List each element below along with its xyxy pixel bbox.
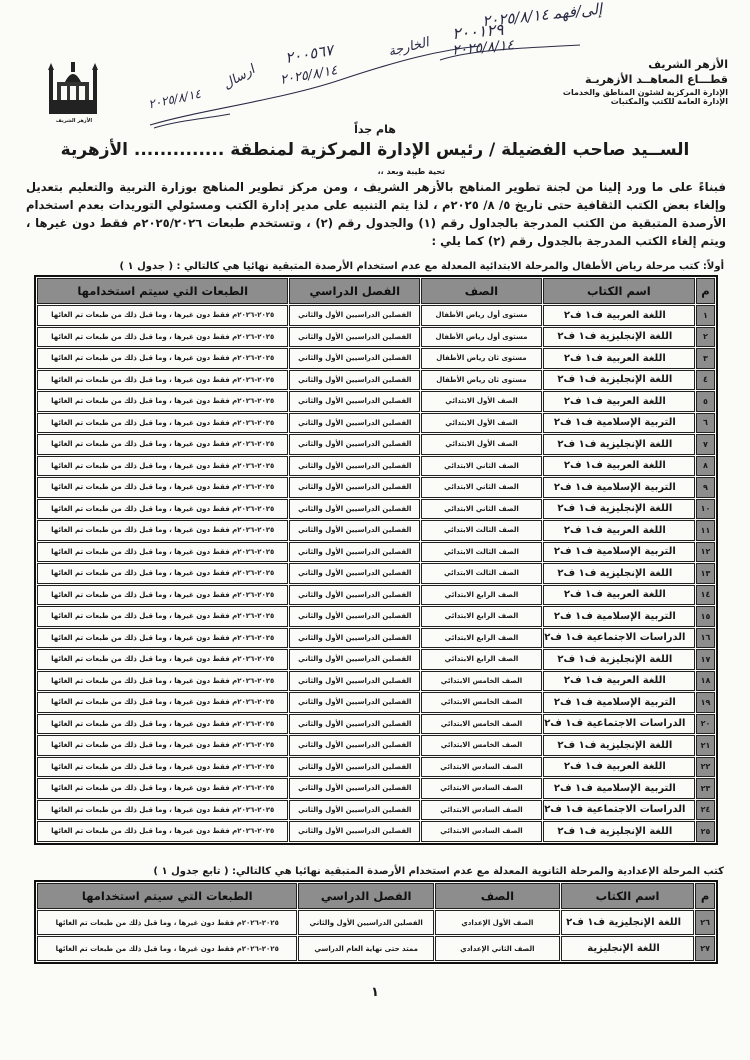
row-number: ٢ xyxy=(696,327,715,348)
header-term: الفصل الدراسي xyxy=(298,883,433,909)
editions-note: ٢٠٢٥-٢٠٢٦م فقط دون غيرها ، وما قبل ذلك من طبعات تم الغائها xyxy=(37,800,288,821)
table-row xyxy=(37,778,715,799)
editions-note: ٢٠٢٥-٢٠٢٦م فقط دون غيرها ، وما قبل ذلك من طبعات تم الغائها xyxy=(37,434,288,455)
grade-level: الصف الرابع الابتدائي xyxy=(421,606,542,627)
grade-level: الصف الثاني الإعدادي xyxy=(435,936,560,961)
school-term: الفصلين الدراسيين الأول والثاني xyxy=(289,585,420,606)
grade-level: الصف الثالث الابتدائي xyxy=(421,563,542,584)
grade-level: الصف الخامس الابتدائي xyxy=(421,735,542,756)
editions-note: ٢٠٢٥-٢٠٢٦م فقط دون غيرها ، وما قبل ذلك من طبعات تم الغائها xyxy=(37,692,288,713)
grade-level: الصف الأول الابتدائي xyxy=(421,391,542,412)
editions-note: ٢٠٢٥-٢٠٢٦م فقط دون غيرها ، وما قبل ذلك من طبعات تم الغائها xyxy=(37,757,288,778)
book-name: اللغة العربية ف١ ف٢ xyxy=(543,391,695,412)
table-row xyxy=(37,936,715,961)
handwritten-note: ﺍﺭﺳﺎل xyxy=(220,62,258,93)
grade-level: الصف السادس الابتدائي xyxy=(421,757,542,778)
azhar-emblem-icon xyxy=(45,60,101,118)
grade-level: الصف الأول الابتدائي xyxy=(421,434,542,455)
grade-level: الصف الرابع الابتدائي xyxy=(421,585,542,606)
book-name: الدراسات الاجتماعية ف١ ف٢ xyxy=(543,628,695,649)
grade-level: الصف الخامس الابتدائي xyxy=(421,671,542,692)
body-paragraph: فبناءً على ما ورد إلينا من لجنة تطوير المناهج بالأزهر الشريف ، ومن مركز تطوير المناهج بوزارة التربية والتعليم بتعديل وإلغاء بعض الكتب الثقافية حتى تاريخ ٥/ ٨/ ٢٠٢٥م ، لذا يتم التنبيه على مدير إدارة الكتب ومسئولي التوريدات بعدم استخدام الأرصدة المتبقية من الكتب المدرجة بالجداول رقم (١) والجدول رقم (٢) ، وتستخدم طبعات ٢٠٢٥/٢٠٢٦م فقط دون غيرها ، ويتم إلغاء الكتب المدرجة بالجدول رقم (٢) كما يلي : xyxy=(26,180,726,248)
book-name: اللغة العربية ف١ ف٢ xyxy=(543,348,695,369)
editions-note: ٢٠٢٥-٢٠٢٦م فقط دون غيرها ، وما قبل ذلك من طبعات تم الغائها xyxy=(37,456,288,477)
book-name: اللغة العربية ف١ ف٢ xyxy=(543,456,695,477)
table-row xyxy=(37,413,715,434)
table-row xyxy=(37,671,715,692)
row-number: ٤ xyxy=(696,370,715,391)
books-table xyxy=(34,275,718,845)
handwritten-note: ﺇلى/ﻓﻬﻤ ٢٠٢٥/٨/١٤ xyxy=(481,0,603,31)
school-term: الفصلين الدراسيين الأول والثاني xyxy=(289,327,420,348)
row-number: ٢١ xyxy=(696,735,715,756)
book-name: الدراسات الاجتماعية ف١ ف٢ xyxy=(543,800,695,821)
book-name: التربية الإسلامية ف١ ف٢ xyxy=(543,477,695,498)
header-editions: الطبعات التي سيتم استخدامها xyxy=(37,278,288,304)
table-row xyxy=(37,327,715,348)
letterhead xyxy=(538,58,728,106)
book-name: اللغة الإنجليزية ف١ ف٢ xyxy=(543,735,695,756)
editions-note: ٢٠٢٥-٢٠٢٦م فقط دون غيرها ، وما قبل ذلك من طبعات تم الغائها xyxy=(37,606,288,627)
book-name: اللغة الإنجليزية ف١ ف٢ xyxy=(543,499,695,520)
editions-note: ٢٠٢٥-٢٠٢٦م فقط دون غيرها ، وما قبل ذلك من طبعات تم الغائها xyxy=(37,391,288,412)
handwritten-note: ٢٠٢٥/٨/١٤ xyxy=(451,37,515,59)
row-number: ٢٦ xyxy=(695,910,715,935)
grade-level: الصف الثالث الابتدائي xyxy=(421,520,542,541)
school-term: الفصلين الدراسيين الأول والثاني xyxy=(289,413,420,434)
school-term: الفصلين الدراسيين الأول والثاني xyxy=(289,305,420,326)
row-number: ٦ xyxy=(696,413,715,434)
table-header-row xyxy=(37,278,715,304)
school-term: ممتد حتى نهاية العام الدراسي xyxy=(298,936,433,961)
book-name: التربية الإسلامية ف١ ف٢ xyxy=(543,778,695,799)
table-row xyxy=(37,434,715,455)
editions-note: ٢٠٢٥-٢٠٢٦م فقط دون غيرها ، وما قبل ذلك من طبعات تم الغائها xyxy=(37,413,288,434)
table-row xyxy=(37,477,715,498)
table-row xyxy=(37,391,715,412)
editions-note: ٢٠٢٥-٢٠٢٦م فقط دون غيرها ، وما قبل ذلك من طبعات تم الغائها xyxy=(37,477,288,498)
grade-level: الصف السادس الابتدائي xyxy=(421,778,542,799)
table-header-row xyxy=(37,883,715,909)
grade-level: الصف الخامس الابتدائي xyxy=(421,692,542,713)
book-name: اللغة الإنجليزية ف١ ف٢ xyxy=(543,821,695,842)
header-book: اسم الكتاب xyxy=(543,278,695,304)
table-row xyxy=(37,821,715,842)
school-term: الفصلين الدراسيين الأول والثاني xyxy=(289,671,420,692)
school-term: الفصلين الدراسيين الأول والثاني xyxy=(289,542,420,563)
book-name: التربية الإسلامية ف١ ف٢ xyxy=(543,542,695,563)
grade-level: الصف السادس الابتدائي xyxy=(421,821,542,842)
school-term: الفصلين الدراسيين الأول والثاني xyxy=(289,456,420,477)
table-row xyxy=(37,714,715,735)
table-row xyxy=(37,305,715,326)
header-grade: الصف xyxy=(435,883,560,909)
grade-level: مستوى ثان رياض الأطفال xyxy=(421,348,542,369)
school-term: الفصلين الدراسيين الأول والثاني xyxy=(289,757,420,778)
table-row xyxy=(37,542,715,563)
school-term: الفصلين الدراسيين الأول والثاني xyxy=(298,910,433,935)
grade-level: الصف الثاني الابتدائي xyxy=(421,499,542,520)
book-name: اللغة العربية ف١ ف٢ xyxy=(543,671,695,692)
book-name: التربية الإسلامية ف١ ف٢ xyxy=(543,606,695,627)
addressee-title: الســيد صاحب الفضيلة / رئيس الإدارة المركزية لمنطقة .............. الأزهرية xyxy=(60,140,690,160)
row-number: ١٤ xyxy=(696,585,715,606)
header-term: الفصل الدراسي xyxy=(289,278,420,304)
table-row xyxy=(37,628,715,649)
letterhead-line: الإدارة العامة للكتب والمكتبات xyxy=(610,97,728,106)
table-row xyxy=(37,563,715,584)
table-row xyxy=(37,800,715,821)
grade-level: الصف الأول الإعدادي xyxy=(435,910,560,935)
handwritten-note: ٢٠٢٥/٨/١٤ xyxy=(147,86,203,112)
editions-note: ٢٠٢٥-٢٠٢٦م فقط دون غيرها ، وما قبل ذلك من طبعات تم الغائها xyxy=(37,671,288,692)
grade-level: الصف الثالث الابتدائي xyxy=(421,542,542,563)
table-row xyxy=(37,585,715,606)
header-book: اسم الكتاب xyxy=(561,883,694,909)
editions-note: ٢٠٢٥-٢٠٢٦م فقط دون غيرها ، وما قبل ذلك من طبعات تم الغائها xyxy=(37,499,288,520)
section-heading: أولاً: كتب مرحلة رياض الأطفال والمرحلة الابتدائية المعدلة مع عدم استخدام الأرصدة المتبقية نهائيا هي كالتالي : ( جدول ١ ) xyxy=(119,261,724,272)
grade-level: مستوى ثان رياض الأطفال xyxy=(421,370,542,391)
book-name: اللغة العربية ف١ ف٢ xyxy=(543,520,695,541)
school-term: الفصلين الدراسيين الأول والثاني xyxy=(289,606,420,627)
header-grade: الصف xyxy=(421,278,542,304)
school-term: الفصلين الدراسيين الأول والثاني xyxy=(289,477,420,498)
grade-level: الصف الرابع الابتدائي xyxy=(421,649,542,670)
grade-level: الصف الخامس الابتدائي xyxy=(421,714,542,735)
table-row xyxy=(37,370,715,391)
grade-level: الصف الثاني الابتدائي xyxy=(421,456,542,477)
book-name: اللغة العربية ف١ ف٢ xyxy=(543,305,695,326)
urgent-label: هام جداً xyxy=(354,123,396,136)
header-num: م xyxy=(695,883,715,909)
row-number: ١٧ xyxy=(696,649,715,670)
row-number: ٨ xyxy=(696,456,715,477)
book-name: اللغة الإنجليزية ف١ ف٢ xyxy=(543,649,695,670)
table-row xyxy=(37,735,715,756)
handwritten-note: الخارجة xyxy=(386,35,431,60)
row-number: ٢٧ xyxy=(695,936,715,961)
school-term: الفصلين الدراسيين الأول والثاني xyxy=(289,692,420,713)
row-number: ٢٢ xyxy=(696,757,715,778)
row-number: ١١ xyxy=(696,520,715,541)
school-term: الفصلين الدراسيين الأول والثاني xyxy=(289,434,420,455)
school-term: الفصلين الدراسيين الأول والثاني xyxy=(289,778,420,799)
school-term: الفصلين الدراسيين الأول والثاني xyxy=(289,628,420,649)
grade-level: الصف الثاني الابتدائي xyxy=(421,477,542,498)
editions-note: ٢٠٢٥-٢٠٢٦م فقط دون غيرها ، وما قبل ذلك من طبعات تم الغائها xyxy=(37,327,288,348)
section-heading: كتب المرحلة الإعدادية والمرحلة الثانوية المعدلة مع عدم استخدام الأرصدة المتبقية نهائيا هي كالتالي: ( تابع جدول ١ ) xyxy=(153,866,724,877)
grade-level: الصف الأول الابتدائي xyxy=(421,413,542,434)
editions-note: ٢٠٢٥-٢٠٢٦م فقط دون غيرها ، وما قبل ذلك من طبعات تم الغائها xyxy=(37,735,288,756)
editions-note: ٢٠٢٥-٢٠٢٦م فقط دون غيرها ، وما قبل ذلك من طبعات تم الغائها xyxy=(37,910,297,935)
row-number: ١٣ xyxy=(696,563,715,584)
letterhead-line: الأزهر الشريف xyxy=(648,58,728,71)
header-num: م xyxy=(696,278,715,304)
editions-note: ٢٠٢٥-٢٠٢٦م فقط دون غيرها ، وما قبل ذلك من طبعات تم الغائها xyxy=(37,649,288,670)
table-row xyxy=(37,910,715,935)
book-name: اللغة الإنجليزية xyxy=(561,936,694,961)
school-term: الفصلين الدراسيين الأول والثاني xyxy=(289,348,420,369)
book-name: اللغة العربية ف١ ف٢ xyxy=(543,585,695,606)
book-name: اللغة الإنجليزية ف١ ف٢ xyxy=(543,434,695,455)
editions-note: ٢٠٢٥-٢٠٢٦م فقط دون غيرها ، وما قبل ذلك من طبعات تم الغائها xyxy=(37,821,288,842)
school-term: الفصلين الدراسيين الأول والثاني xyxy=(289,800,420,821)
handwritten-note: ٢٠٢٥/٨/١٤ xyxy=(279,63,339,88)
greeting: تحية طيبة وبعد ،، xyxy=(377,167,445,176)
book-name: اللغة الإنجليزية ف١ ف٢ xyxy=(543,370,695,391)
row-number: ٥ xyxy=(696,391,715,412)
row-number: ٢٣ xyxy=(696,778,715,799)
row-number: ١٥ xyxy=(696,606,715,627)
row-number: ٢٤ xyxy=(696,800,715,821)
editions-note: ٢٠٢٥-٢٠٢٦م فقط دون غيرها ، وما قبل ذلك من طبعات تم الغائها xyxy=(37,563,288,584)
row-number: ١٩ xyxy=(696,692,715,713)
editions-note: ٢٠٢٥-٢٠٢٦م فقط دون غيرها ، وما قبل ذلك من طبعات تم الغائها xyxy=(37,520,288,541)
book-name: التربية الإسلامية ف١ ف٢ xyxy=(543,692,695,713)
table-row xyxy=(37,499,715,520)
school-term: الفصلين الدراسيين الأول والثاني xyxy=(289,370,420,391)
school-term: الفصلين الدراسيين الأول والثاني xyxy=(289,735,420,756)
row-number: ٢٠ xyxy=(696,714,715,735)
page-number: ١ xyxy=(371,985,379,1000)
handwritten-note: ٢٠٠٥٦٧ xyxy=(283,40,335,68)
school-term: الفصلين الدراسيين الأول والثاني xyxy=(289,563,420,584)
book-name: اللغة الإنجليزية ف١ ف٢ xyxy=(561,910,694,935)
editions-note: ٢٠٢٥-٢٠٢٦م فقط دون غيرها ، وما قبل ذلك من طبعات تم الغائها xyxy=(37,936,297,961)
row-number: ١ xyxy=(696,305,715,326)
header-editions: الطبعات التي سيتم استخدامها xyxy=(37,883,297,909)
table-row xyxy=(37,606,715,627)
editions-note: ٢٠٢٥-٢٠٢٦م فقط دون غيرها ، وما قبل ذلك من طبعات تم الغائها xyxy=(37,628,288,649)
editions-note: ٢٠٢٥-٢٠٢٦م فقط دون غيرها ، وما قبل ذلك من طبعات تم الغائها xyxy=(37,778,288,799)
school-term: الفصلين الدراسيين الأول والثاني xyxy=(289,714,420,735)
row-number: ١٠ xyxy=(696,499,715,520)
school-term: الفصلين الدراسيين الأول والثاني xyxy=(289,649,420,670)
school-term: الفصلين الدراسيين الأول والثاني xyxy=(289,391,420,412)
row-number: ٩ xyxy=(696,477,715,498)
grade-level: مستوى أول رياض الأطفال xyxy=(421,305,542,326)
editions-note: ٢٠٢٥-٢٠٢٦م فقط دون غيرها ، وما قبل ذلك من طبعات تم الغائها xyxy=(37,348,288,369)
row-number: ١٢ xyxy=(696,542,715,563)
row-number: ١٦ xyxy=(696,628,715,649)
letterhead-line: قطـــاع المعاهــد الأزهريـة xyxy=(585,73,728,86)
grade-level: الصف السادس الابتدائي xyxy=(421,800,542,821)
book-name: التربية الإسلامية ف١ ف٢ xyxy=(543,413,695,434)
book-name: اللغة الإنجليزية ف١ ف٢ xyxy=(543,327,695,348)
row-number: ٢٥ xyxy=(696,821,715,842)
table-row xyxy=(37,649,715,670)
table-row xyxy=(37,692,715,713)
handwritten-note: ٢٠٠١٢٩ xyxy=(451,19,505,44)
editions-note: ٢٠٢٥-٢٠٢٦م فقط دون غيرها ، وما قبل ذلك من طبعات تم الغائها xyxy=(37,305,288,326)
editions-note: ٢٠٢٥-٢٠٢٦م فقط دون غيرها ، وما قبل ذلك من طبعات تم الغائها xyxy=(37,542,288,563)
grade-level: الصف الرابع الابتدائي xyxy=(421,628,542,649)
books-table-continued xyxy=(34,880,718,964)
book-name: اللغة الإنجليزية ف١ ف٢ xyxy=(543,563,695,584)
table-row xyxy=(37,456,715,477)
editions-note: ٢٠٢٥-٢٠٢٦م فقط دون غيرها ، وما قبل ذلك من طبعات تم الغائها xyxy=(37,370,288,391)
row-number: ١٨ xyxy=(696,671,715,692)
school-term: الفصلين الدراسيين الأول والثاني xyxy=(289,821,420,842)
book-name: الدراسات الاجتماعية ف١ ف٢ xyxy=(543,714,695,735)
school-term: الفصلين الدراسيين الأول والثاني xyxy=(289,520,420,541)
table-row xyxy=(37,348,715,369)
row-number: ٧ xyxy=(696,434,715,455)
school-term: الفصلين الدراسيين الأول والثاني xyxy=(289,499,420,520)
emblem-caption: الأزهر الشريف xyxy=(55,118,93,124)
editions-note: ٢٠٢٥-٢٠٢٦م فقط دون غيرها ، وما قبل ذلك من طبعات تم الغائها xyxy=(37,714,288,735)
table-row xyxy=(37,520,715,541)
grade-level: مستوى أول رياض الأطفال xyxy=(421,327,542,348)
letterhead-line: الإدارة المركزية لشئون المناطق والخدمات xyxy=(562,88,728,97)
book-name: اللغة العربية ف١ ف٢ xyxy=(543,757,695,778)
editions-note: ٢٠٢٥-٢٠٢٦م فقط دون غيرها ، وما قبل ذلك من طبعات تم الغائها xyxy=(37,585,288,606)
table-row xyxy=(37,757,715,778)
row-number: ٣ xyxy=(696,348,715,369)
